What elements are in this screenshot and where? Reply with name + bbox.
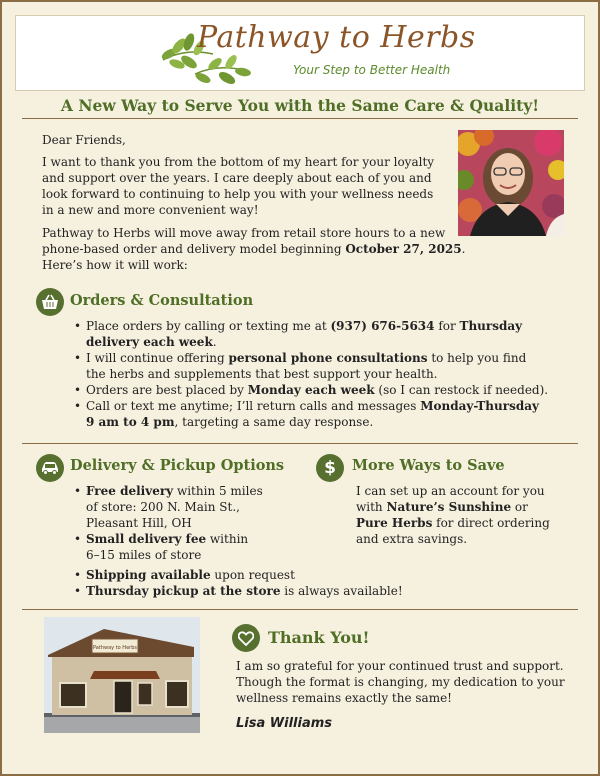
thanks-title: Thank You! <box>268 628 370 647</box>
transition-line: Pathway to Herbs will move away from retail store hours to a new <box>42 226 446 240</box>
dollar-icon: $ <box>316 454 344 482</box>
intro-line: in a new and more convenient way! <box>42 203 259 217</box>
orders-section-title: Orders & Consultation <box>70 292 254 309</box>
section-divider <box>22 609 578 610</box>
logo-tagline: Your Step to Better Health <box>293 63 451 77</box>
signature: Lisa Williams <box>236 716 332 731</box>
list-item: • Small delivery fee within 6–15 miles of store <box>72 531 492 563</box>
save-section-title: More Ways to Save <box>352 457 505 474</box>
list-item: • Place orders by calling or texting me at (937) 676-5634 for Thursday delivery each week. <box>72 318 572 350</box>
thanks-paragraph: I am so grateful for your continued trust and support. Though the format is changing, my dedication to your wellness remains exactly the same! <box>236 659 565 705</box>
intro-paragraph <box>42 154 434 218</box>
heart-icon <box>232 624 260 652</box>
list-item: • Call or text me anytime; I’ll return calls and messages Monday-Thursday 9 am to 4 pm, targeting a same day response. <box>72 398 572 430</box>
headline-divider <box>22 118 578 119</box>
car-icon <box>36 454 64 482</box>
orders-list <box>72 318 572 430</box>
list-item: • Thursday pickup at the store is always available! <box>72 583 492 599</box>
start-date: October 27, 2025 <box>345 242 462 256</box>
owner-photo <box>458 130 564 236</box>
save-paragraph: I can set up an account for you with Nature’s Sunshine or Pure Herbs for direct ordering and extra savings. <box>356 484 550 546</box>
transition-paragraph <box>42 225 465 273</box>
basket-icon <box>36 288 64 316</box>
transition-line: Here’s how it will work: <box>42 258 188 272</box>
intro-line: and support over the years. I care deeply about each of you and <box>42 171 432 185</box>
intro-line: I want to thank you from the bottom of my heart for your loyalty <box>42 155 435 169</box>
storefront-photo <box>44 617 200 733</box>
list-item: • Shipping available upon request <box>72 567 492 583</box>
list-item: • Free delivery within 5 miles of store: 200 N. Main St., Pleasant Hill, OH <box>72 483 492 531</box>
phone-number: (937) 676-5634 <box>330 319 435 333</box>
delivery-section-title: Delivery & Pickup Options <box>70 457 285 474</box>
list-item: • I will continue offering personal phone consultations to help you find the herbs and supplements that best support your health. <box>72 350 572 382</box>
list-item: • Orders are best placed by Monday each week (so I can restock if needed). <box>72 382 572 398</box>
page-headline: A New Way to Serve You with the Same Care & Quality! <box>60 96 540 115</box>
transition-line: phone-based order and delivery model beginning October 27, 2025. <box>42 242 466 256</box>
store-sign: Pathway to Herbs <box>93 645 137 651</box>
intro-line: look forward to continuing to help you with your wellness needs <box>42 187 434 201</box>
greeting: Dear Friends, <box>42 133 126 147</box>
section-divider <box>22 443 578 444</box>
logo-title: Pathway to Herbs <box>197 20 476 55</box>
